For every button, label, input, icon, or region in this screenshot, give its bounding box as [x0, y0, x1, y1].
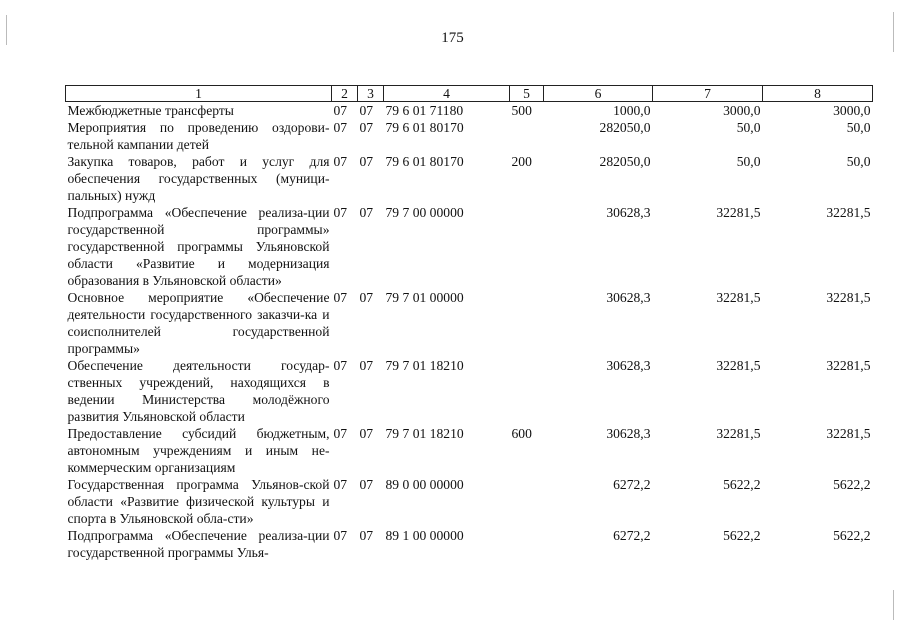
table-row	[66, 425, 873, 476]
row-subsection: 07	[359, 426, 374, 441]
row-value-6: 1000,0	[613, 103, 651, 118]
row-value-7: 32281,5	[716, 358, 761, 373]
row-name: Основное мероприятие «Обеспечение деятельности государственного заказчи-ка и соисполнителей государственной программы»	[67, 290, 330, 356]
row-value-7: 50,0	[736, 120, 761, 135]
row-target-code: 79 7 00 00000	[385, 205, 464, 220]
row-name: Мероприятия по проведению оздорови-тельной кампании детей	[67, 120, 330, 152]
row-subsection: 07	[359, 477, 374, 492]
row-name: Подпрограмма «Обеспечение реализа-ции государственной программы Улья-	[67, 528, 330, 560]
table-row	[66, 119, 873, 153]
row-value-7: 5622,2	[723, 477, 761, 492]
row-value-7: 32281,5	[716, 205, 761, 220]
row-section: 07	[333, 528, 348, 543]
row-name: Государственная программа Ульянов-ской области «Развитие физической культуры и спорта в Ульяновской обла-сти»	[67, 477, 330, 526]
row-subsection: 07	[359, 154, 374, 169]
row-expense-type	[510, 476, 544, 527]
row-section: 07	[333, 154, 348, 169]
row-value-6: 6272,2	[613, 528, 651, 543]
row-value-6: 30628,3	[606, 358, 651, 373]
row-subsection: 07	[359, 528, 374, 543]
table-row	[66, 289, 873, 357]
row-value-8: 5622,2	[833, 528, 871, 543]
row-name: Предоставление субсидий бюджетным, автономным учреждениям и иным не-коммерческим организациям	[67, 426, 330, 475]
row-expense-type: 500	[511, 103, 532, 118]
row-section: 07	[333, 358, 348, 373]
row-value-8: 50,0	[846, 120, 871, 135]
row-value-7: 32281,5	[716, 290, 761, 305]
row-value-7: 3000,0	[723, 103, 761, 118]
row-subsection: 07	[359, 103, 374, 118]
column-header-7: 7	[653, 86, 763, 102]
row-value-8: 32281,5	[826, 358, 871, 373]
column-number-row	[66, 86, 873, 102]
scan-artifact	[6, 15, 7, 45]
scan-artifact	[893, 590, 894, 620]
row-section: 07	[333, 205, 348, 220]
row-subsection: 07	[359, 358, 374, 373]
row-target-code: 79 6 01 80170	[385, 120, 464, 135]
row-expense-type	[510, 289, 544, 357]
row-section: 07	[333, 290, 348, 305]
row-value-8: 3000,0	[833, 103, 871, 118]
row-expense-type	[510, 204, 544, 289]
row-target-code: 79 7 01 18210	[385, 426, 464, 441]
row-value-8: 32281,5	[826, 426, 871, 441]
row-name: Обеспечение деятельности государ-ственных учреждений, находящихся в ведении Министерства молодёжного развития Ульяновской области	[67, 358, 330, 424]
row-section: 07	[333, 477, 348, 492]
row-expense-type	[510, 527, 544, 561]
table-row	[66, 153, 873, 204]
scan-artifact	[893, 12, 894, 52]
row-value-6: 30628,3	[606, 205, 651, 220]
row-name: Подпрограмма «Обеспечение реализа-ции государственной программы» государственной программы Ульяновской области «Развитие и модернизация образования в Ульяновской области»	[67, 205, 330, 288]
row-section: 07	[333, 120, 348, 135]
table-row	[66, 476, 873, 527]
row-value-7: 5622,2	[723, 528, 761, 543]
row-expense-type: 600	[511, 426, 532, 441]
row-expense-type	[510, 357, 544, 425]
column-header-4: 4	[384, 86, 510, 102]
row-value-7: 50,0	[736, 154, 761, 169]
row-section: 07	[333, 426, 348, 441]
row-target-code: 89 1 00 00000	[385, 528, 464, 543]
row-subsection: 07	[359, 205, 374, 220]
row-target-code: 79 7 01 18210	[385, 358, 464, 373]
row-value-6: 282050,0	[599, 154, 651, 169]
row-name: Межбюджетные трансферты	[67, 103, 234, 118]
row-target-code: 79 6 01 80170	[385, 154, 464, 169]
row-value-6: 30628,3	[606, 426, 651, 441]
row-name: Закупка товаров, работ и услуг для обеспечения государственных (муници-пальных) нужд	[67, 154, 330, 203]
page-number: 175	[441, 30, 464, 46]
row-target-code: 79 7 01 00000	[385, 290, 464, 305]
row-value-8: 32281,5	[826, 205, 871, 220]
row-value-7: 32281,5	[716, 426, 761, 441]
row-target-code: 89 0 00 00000	[385, 477, 464, 492]
table-row	[66, 204, 873, 289]
row-value-8: 32281,5	[826, 290, 871, 305]
row-value-8: 50,0	[846, 154, 871, 169]
column-header-6: 6	[544, 86, 653, 102]
row-value-6: 282050,0	[599, 120, 651, 135]
table-row	[66, 527, 873, 561]
row-expense-type	[510, 119, 544, 153]
row-value-6: 30628,3	[606, 290, 651, 305]
column-header-3: 3	[358, 86, 384, 102]
column-header-5: 5	[510, 86, 544, 102]
column-header-2: 2	[332, 86, 358, 102]
budget-table	[65, 85, 873, 561]
row-value-8: 5622,2	[833, 477, 871, 492]
row-subsection: 07	[359, 120, 374, 135]
table-row	[66, 102, 873, 120]
row-target-code: 79 6 01 71180	[385, 103, 464, 118]
column-header-1: 1	[66, 86, 332, 102]
row-section: 07	[333, 103, 348, 118]
column-header-8: 8	[763, 86, 873, 102]
row-subsection: 07	[359, 290, 374, 305]
row-value-6: 6272,2	[613, 477, 651, 492]
row-expense-type: 200	[511, 154, 532, 169]
table-row	[66, 357, 873, 425]
